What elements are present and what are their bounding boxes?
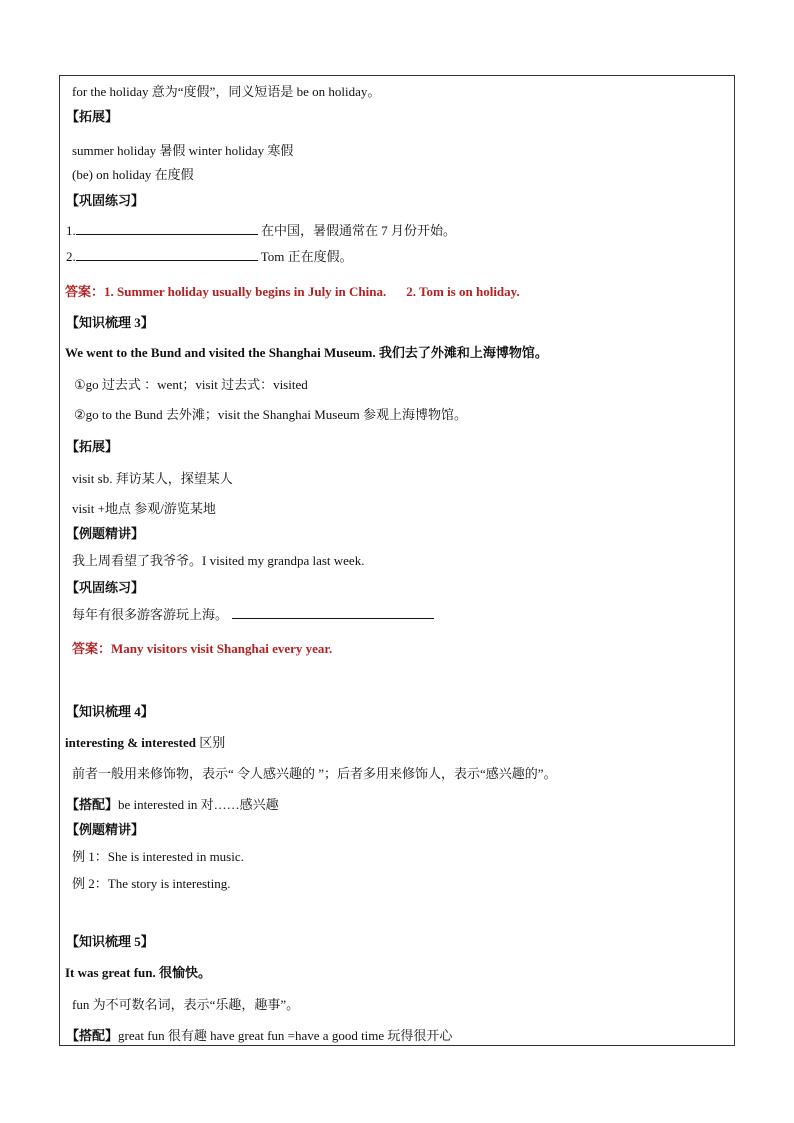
text-line: ②go to the Bund 去外滩；visit the Shanghai Museum 参观上海博物馆。 [74, 407, 467, 422]
key-sentence [65, 734, 225, 752]
exercise-line [66, 248, 353, 266]
answer-line [65, 283, 520, 301]
heading-tuozhan: 【拓展】 [66, 109, 119, 124]
dapei-label: 【搭配】 [66, 1028, 119, 1043]
answer-line: 答案：Many visitors visit Shanghai every year. [72, 641, 333, 656]
exercise-line [72, 606, 434, 624]
dapei-line [66, 796, 279, 814]
heading-liti: 【例题精讲】 [66, 822, 145, 837]
exercise-number: 1. [66, 223, 76, 238]
answer-text: 2. Tom is on holiday. [406, 284, 520, 299]
heading-gonggu: 【巩固练习】 [66, 193, 145, 208]
exercise-text: Tom 正在度假。 [257, 249, 353, 264]
text-line: ①go 过去式 ：went；visit 过去式：visited [74, 377, 308, 392]
dapei-line [66, 1027, 452, 1045]
heading-gonggu: 【巩固练习】 [66, 580, 145, 595]
exercise-line [66, 222, 456, 240]
answer-text: 答案：1. Summer holiday usually begins in July in China. [65, 284, 387, 299]
answer-blank[interactable] [232, 606, 434, 619]
dapei-label: 【搭配】 [66, 797, 119, 812]
text-line: visit sb. 拜访某人，探望某人 [72, 471, 233, 486]
dapei-text: be interested in 对……感兴趣 [118, 797, 279, 812]
dapei-text: great fun 很有趣 have great fun =have a good time 玩得很开心 [118, 1028, 453, 1043]
exercise-text: 每年有很多游客游玩上海。 [72, 607, 229, 622]
heading-zhishi-4: 【知识梳理 4】 [66, 704, 154, 719]
key-term-suffix: 区别 [195, 735, 226, 750]
example-line: 例 1：She is interested in music. [72, 849, 244, 864]
exercise-text: 在中国，暑假通常在 7 月份开始。 [257, 223, 457, 238]
heading-zhishi-5: 【知识梳理 5】 [66, 934, 154, 949]
key-term: interesting & interested [65, 735, 196, 750]
text-line: (be) on holiday 在度假 [72, 167, 194, 182]
key-sentence: We went to the Bund and visited the Shanghai Museum. 我们去了外滩和上海博物馆。 [65, 345, 548, 360]
text-line: visit +地点 参观/游览某地 [72, 501, 216, 516]
text-line: fun 为不可数名词，表示“乐趣，趣事”。 [72, 997, 300, 1012]
text-line: summer holiday 暑假 winter holiday 寒假 [72, 143, 294, 158]
key-sentence: It was great fun. 很愉快。 [65, 965, 212, 980]
heading-liti: 【例题精讲】 [66, 526, 145, 541]
text-line: 我上周看望了我爷爷。I visited my grandpa last week. [72, 553, 365, 568]
heading-tuozhan: 【拓展】 [66, 439, 119, 454]
example-line: 例 2：The story is interesting. [72, 876, 231, 891]
answer-blank[interactable] [76, 222, 258, 235]
answer-blank[interactable] [76, 248, 258, 261]
heading-zhishi-3: 【知识梳理 3】 [66, 315, 154, 330]
text-line: for the holiday 意为“度假”，同义短语是 be on holiday。 [72, 84, 381, 99]
text-line: 前者一般用来修饰物，表示“ 令人感兴趣的 ”；后者多用来修饰人，表示“感兴趣的”。 [72, 766, 557, 781]
exercise-number: 2. [66, 249, 76, 264]
